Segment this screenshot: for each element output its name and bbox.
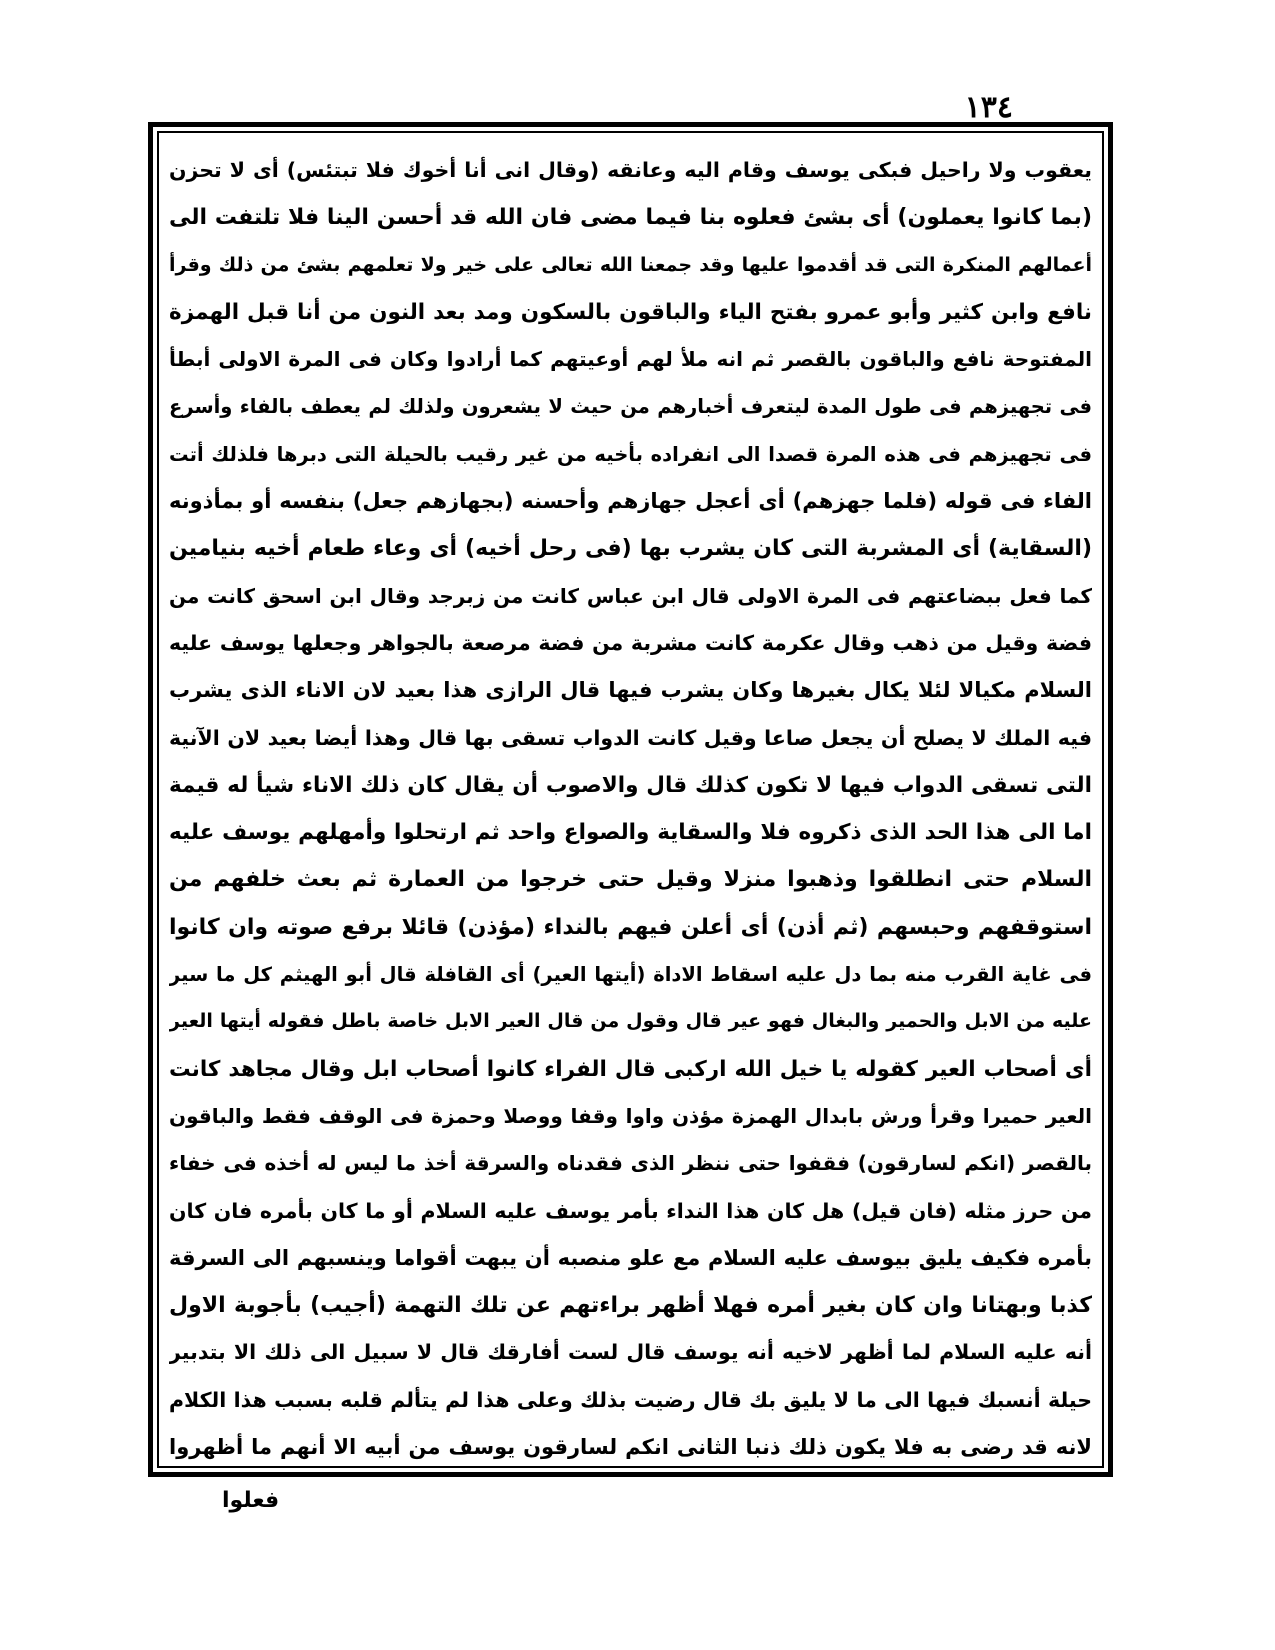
text-line: كذبا وبهتانا وان كان بغير أمره فهلا أظهر براءتهم عن تلك التهمة (أجيب) بأجوبة الاول	[169, 1293, 1092, 1319]
text-line: السلام مكيالا لئلا يكال بغيرها وكان يشرب فيها قال الرازى هذا بعيد لان الاناء الذى يشرب	[169, 678, 1092, 703]
text-line: فيه الملك لا يصلح أن يجعل صاعا وقيل كانت الدواب تسقى بها قال وهذا أيضا بعيد لان الآنية	[169, 725, 1092, 750]
text-line: أى أصحاب العير كقوله يا خيل الله اركبى قال الفراء كانوا أصحاب ابل وقال مجاهد كانت	[169, 1056, 1092, 1082]
page-number: ١٣٤	[964, 90, 1013, 125]
text-line: (السقاية) أى المشربة التى كان يشرب بها (فى رحل أخيه) أى وعاء طعام أخيه بنيامين	[169, 536, 1092, 562]
text-line: فى غاية القرب منه بما دل عليه اسقاط الاداة (أيتها العير) أى القافلة قال أبو الهيثم كل ما سير	[169, 963, 1092, 987]
text-line: العير حميرا وقرأ ورش بابدال الهمزة مؤذن واوا وقفا ووصلا وحمزة فى الوقف فقط والباقون	[169, 1103, 1092, 1128]
text-frame	[148, 122, 1113, 1477]
text-line: حيلة أنسبك فيها الى ما لا يليق بك قال رضيت بذلك وعلى هذا لم يتألم قلبه بسبب هذا الكلام	[169, 1387, 1092, 1412]
text-line: السلام حتى انطلقوا وذهبوا منزلا وقيل حتى خرجوا من العمارة ثم بعث خلفهم من	[169, 867, 1092, 893]
text-line: من حرز مثله (فان قيل) هل كان هذا النداء بأمر يوسف عليه السلام أو ما كان بأمره فان كان	[169, 1198, 1092, 1223]
text-line: لانه قد رضى به فلا يكون ذلك ذنبا الثانى انكم لسارقون يوسف من أبيه الا أنهم ما أظهروا	[169, 1435, 1092, 1460]
text-line: يعقوب ولا راحيل فبكى يوسف وقام اليه وعانقه (وقال انى أنا أخوك فلا تبتئس) أى لا تحزن	[169, 158, 1092, 182]
text-line: أنه عليه السلام لما أظهر لاخيه أنه يوسف قال لست أفارقك قال لا سبيل الى ذلك الا بتدبير	[169, 1340, 1092, 1365]
text-line: عليه من الابل والحمير والبغال فهو عير قال وقول من قال العير الابل خاصة باطل فقوله أيتها العير	[169, 1010, 1092, 1033]
text-line: نافع وابن كثير وأبو عمرو بفتح الياء والباقون بالسكون ومد بعد النون من أنا قبل الهمزة	[169, 299, 1092, 325]
text-line: فضة وقيل من ذهب وقال عكرمة كانت مشربة من فضة مرصعة بالجواهر وجعلها يوسف عليه	[169, 630, 1092, 655]
text-line: بالقصر (انكم لسارقون) فقفوا حتى ننظر الذى فقدناه والسرقة أخذ ما ليس له أخذه فى خفاء	[169, 1151, 1092, 1176]
text-line: فى تجهيزهم فى هذه المرة قصدا الى انفراده بأخيه من غير رقيب بالحيلة التى دبرها فلذلك أتت	[169, 442, 1092, 466]
text-line: فى تجهيزهم فى طول المدة ليتعرف أخبارهم من حيث لا يشعرون ولذلك لم يعطف بالفاء وأسرع	[169, 395, 1092, 419]
text-line: الفاء فى قوله (فلما جهزهم) أى أعجل جهازهم وأحسنه (بجهازهم جعل) بنفسه أو بمأذونه	[169, 489, 1092, 514]
text-line: (بما كانوا يعملون) أى بشئ فعلوه بنا فيما مضى فان الله قد أحسن الينا فلا تلتفت الى	[169, 205, 1092, 231]
main-text	[169, 147, 1092, 1468]
text-line: المفتوحة نافع والباقون بالقصر ثم انه ملأ لهم أوعيتهم كما أرادوا وكان فى المرة الاولى أبطأ	[169, 347, 1092, 372]
catchword: فعلوا	[222, 1488, 280, 1513]
text-line: أعمالهم المنكرة التى قد أقدموا عليها وقد جمعنا الله تعالى على خير ولا تعلمهم بشئ من ذلك وقرأ	[169, 253, 1092, 276]
text-line: كما فعل ببضاعتهم فى المرة الاولى قال ابن عباس كانت من زبرجد وقال ابن اسحق كانت من	[169, 583, 1092, 608]
text-frame-inner	[157, 131, 1104, 1468]
text-line: التى تسقى الدواب فيها لا تكون كذلك قال والاصوب أن يقال كان ذلك الاناء شيأ له قيمة	[169, 772, 1092, 798]
text-line: استوقفهم وحبسهم (ثم أذن) أى أعلن فيهم بالنداء (مؤذن) قائلا برفع صوته وان كانوا	[169, 914, 1092, 940]
text-line: بأمره فكيف يليق بيوسف عليه السلام مع علو منصبه أن يبهت أقواما وينسبهم الى السرقة	[169, 1245, 1092, 1270]
text-line: اما الى هذا الحد الذى ذكروه فلا والسقاية والصواع واحد ثم ارتحلوا وأمهلهم يوسف عليه	[169, 820, 1092, 846]
